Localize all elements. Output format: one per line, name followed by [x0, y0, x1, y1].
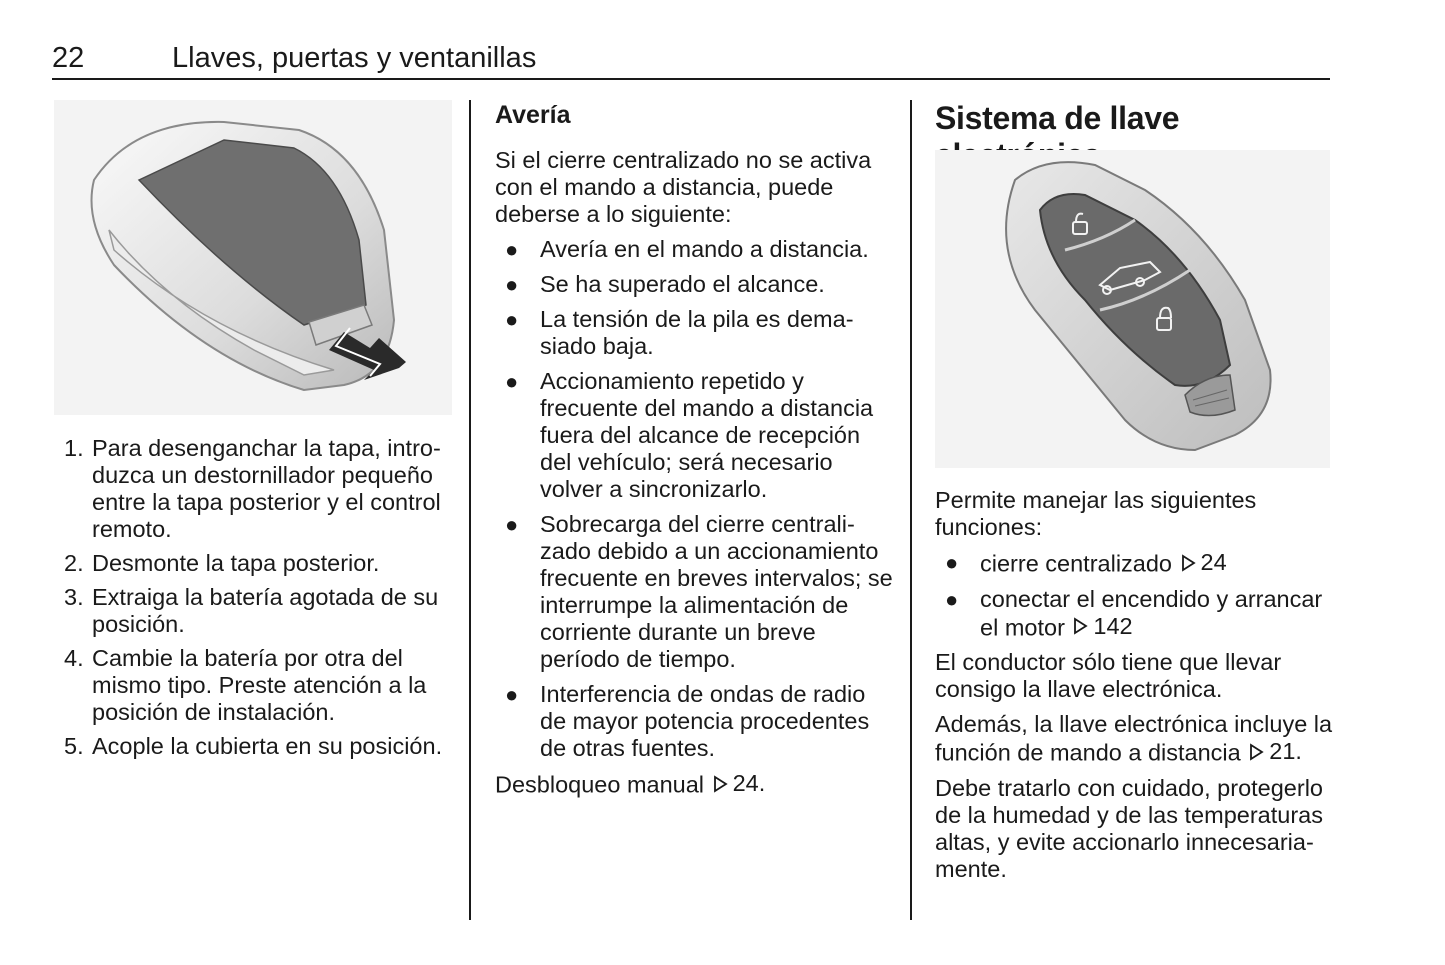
page-reference-icon: [1249, 743, 1265, 761]
electronic-key-figure: [935, 150, 1330, 468]
list-item: 3. Extraiga la batería agotada de su posición.: [64, 584, 439, 637]
key-fob-back-illustration: [54, 100, 452, 415]
key-battery-figure: [54, 100, 452, 415]
list-item: ● Se ha superado el alcance.: [505, 271, 825, 297]
column-divider-left: [469, 100, 471, 920]
bullet-icon: ●: [505, 682, 519, 707]
page-reference: 24: [1179, 549, 1227, 576]
bullet-icon: ●: [945, 550, 959, 575]
section-heading-averia: Avería: [495, 101, 571, 129]
page-reference-icon: [1181, 554, 1197, 572]
electronic-key-body: [935, 487, 1335, 883]
bullet-icon: ●: [505, 512, 519, 537]
fault-intro: Si el cierre centralizado no se activa con el mando a distancia, puede deberse a lo siguiente:: [495, 147, 872, 227]
manual-unlock-link[interactable]: Desbloqueo manual 24.: [495, 770, 766, 798]
bullet-icon: ●: [505, 307, 519, 332]
chapter-title: Llaves, puertas y ventanillas: [172, 42, 537, 74]
list-item[interactable]: ● conectar el encendido y arrancar el motor 142: [945, 585, 1323, 640]
bullet-icon: ●: [505, 369, 519, 394]
column-divider-right: [910, 100, 912, 920]
page-header: [52, 40, 1330, 80]
care-paragraph: Debe tratarlo con cuidado, protegerlo de la humedad y de las temperaturas altas, y evite accionarlo innecesariamente.: [935, 774, 1323, 882]
list-item: 4. Cambie la batería por otra del mismo tipo. Preste atención a la posición de instalación.: [64, 645, 427, 725]
section-heading-electronic-key: Sistema de llave: [935, 100, 1180, 136]
functions-intro: Permite manejar las siguientes funciones:: [935, 487, 1257, 540]
remote-function-paragraph: Además, la llave electrónica incluye la función de mando a distancia 21.: [935, 711, 1333, 766]
page-number: 22: [52, 42, 85, 74]
list-item[interactable]: ● cierre centralizado 24: [945, 549, 1227, 577]
page-reference: 24.: [711, 770, 766, 797]
bullet-icon: ●: [505, 272, 519, 297]
page-reference[interactable]: 21.: [1247, 738, 1302, 765]
key-fob-front-illustration: [935, 150, 1330, 468]
page-reference-icon: [1073, 617, 1089, 635]
fault-list: [495, 236, 895, 762]
steps-list: [54, 435, 459, 760]
page-reference: 142: [1071, 613, 1132, 640]
bullet-icon: ●: [945, 586, 959, 612]
driver-paragraph: El conductor sólo tiene que llevar consigo la llave electrónica.: [935, 649, 1282, 702]
list-item: ● Sobrecarga del cierre centralizado debido a un accionamiento frecuente en breves intervalos; se interrumpe la alimentación de corriente durante un breve período de tiempo.: [505, 511, 893, 672]
fault-section: [495, 101, 895, 799]
functions-list: [935, 549, 1335, 641]
list-item: ● Interferencia de ondas de radio de mayor potencia procedentes de otras fuentes.: [505, 681, 870, 761]
list-item: 2. Desmonte la tapa posterior.: [64, 550, 380, 576]
list-item: ● Accionamiento repetido y frecuente del mando a distancia fuera del alcance de recepción del vehículo; será necesario volver a sincronizarlo.: [505, 368, 874, 502]
list-item: ● Avería en el mando a distancia.: [505, 236, 869, 262]
bullet-icon: ●: [505, 237, 519, 262]
list-item: ● La tensión de la pila es demasiado baja.: [505, 306, 854, 359]
list-item: 1. Para desenganchar la tapa, introduzca un destornillador pequeño entre la tapa posterior y el control remoto.: [64, 435, 441, 542]
list-item: 5. Acople la cubierta en su posición.: [64, 733, 443, 759]
battery-steps: [54, 435, 459, 767]
page-reference-icon: [713, 775, 729, 793]
